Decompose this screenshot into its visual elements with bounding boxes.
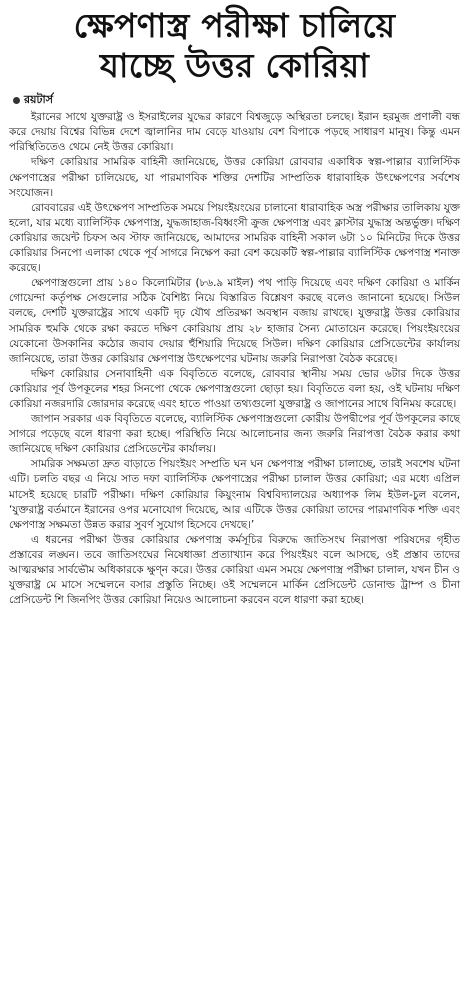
headline: [9, 6, 460, 85]
paragraph: দক্ষিণ কোরিয়ার সামরিক বাহিনী জানিয়েছে, উত্তর কোরিয়া রোববার একাধিক স্বল্প-পাল্লার ব্যালিস্টিক ক্ষেপণাস্ত্রের পরীক্ষা চালিয়েছে, যা পারমাণবিক শক্তির দেশটির সাম্প্রতিক ধারাবাহিক উৎক্ষেপণের সর্বশেষ সংযোজন।: [9, 156, 460, 199]
paragraph: এ ধরনের পরীক্ষা উত্তর কোরিয়ার ক্ষেপণাস্ত্র কর্মসূচির বিরুদ্ধে জাতিসংঘ নিরাপত্তা পরিষদের গৃহীত প্রস্তাবের লঙ্ঘন। তবে জাতিসংঘের নিষেধাজ্ঞা প্রত্যাখ্যান করে পিয়ংইয়ং বলে আসছে, ওই প্রস্তাব তাদের আত্মরক্ষার সার্বভৌম অধিকারকে ক্ষুণ্ন করে। উত্তর কোরিয়া এমন সময়ে ক্ষেপণাস্ত্র পরীক্ষা চালাল, যখন চীন ও যুক্তরাষ্ট্র মে মাসে সম্মেলনে বসার প্রস্তুতি নিচ্ছে। ওই সম্মেলনে মার্কিন প্রেসিডেন্ট ডোনাল্ড ট্রাম্প ও চীনা প্রেসিডেন্ট শি জিনপিং উত্তর কোরিয়া নিয়েও আলোচনা করবেন বলে ধারণা করা হচ্ছে।: [9, 533, 460, 607]
paragraph: রোববারের এই উৎক্ষেপণ সাম্প্রতিক সময়ে পিয়ংইয়ংয়ের চালানো ধারাবাহিক অস্ত্র পরীক্ষার তালিকায় যুক্ত হলো, যার মধ্যে ব্যালিস্টিক ক্ষেপণাস্ত্র, যুদ্ধজাহাজ-বিধ্বংসী ক্রুজ ক্ষেপণাস্ত্র এবং ক্লাস্টার যুদ্ধাস্ত্র অন্তর্ভুক্ত। দক্ষিণ কোরিয়ার জয়েন্ট চিফস অব স্টাফ জানিয়েছে, আমাদের সামরিক বাহিনী সকাল ৬টা ১০ মিনিটের দিকে উত্তর কোরিয়ার সিনপো এলাকা থেকে পূর্ব সাগরে নিক্ষেপ করা বেশ কয়েকটি স্বল্প-পাল্লার ব্যালিস্টিক ক্ষেপণাস্ত্র শনাক্ত করেছে।: [9, 201, 460, 275]
byline: [9, 93, 460, 108]
byline-source: রয়টার্স: [24, 93, 53, 107]
paragraph: জাপান সরকার এক বিবৃতিতে বলেছে, ব্যালিস্টিক ক্ষেপণাস্ত্রগুলো কোরীয় উপদ্বীপের পূর্ব উপকূলের কাছে সাগরে পড়েছে বলে ধারণা করা হচ্ছে। পরিস্থিতি নিয়ে আলোচনার জন্য জরুরি নিরাপত্তা বৈঠক করার কথা জানিয়েছে দক্ষিণ কোরিয়ার প্রেসিডেন্টের কার্যালয়।: [9, 413, 460, 456]
headline-line-2: যাচ্ছে উত্তর কোরিয়া: [99, 45, 370, 85]
article-body: [9, 110, 460, 608]
bullet-icon: [13, 97, 20, 104]
paragraph: দক্ষিণ কোরিয়ার সেনাবাহিনী এক বিবৃতিতে বলেছে, রোববার স্থানীয় সময় ভোর ৬টার দিকে উত্তর কোরিয়ার পূর্ব উপকূলের শহর সিনপো থেকে ক্ষেপণাস্ত্রগুলো ছোড়া হয়। বিবৃতিতে বলা হয়, ওই ঘটনায় দক্ষিণ কোরিয়া নজরদারি জোরদার করেছে এবং হাতে পাওয়া তথ্যগুলো যুক্তরাষ্ট্র ও জাপানের সাথে বিনিময় করেছে।: [9, 367, 460, 410]
paragraph: ইরানের সাথে যুক্তরাষ্ট্র ও ইসরাইলের যুদ্ধের কারণে বিশ্বজুড়ে অস্থিরতা চলছে। ইরান হরমুজ প্রণালী বন্ধ করে দেয়ায় বিশ্বের বিভিন্ন দেশে জ্বালানির দাম বেড়ে যাওয়ায় বেশ বিপাকে পড়ছে সাধারণ মানুষ। কিন্তু এমন পরিস্থিতিতেও থেমে নেই উত্তর কোরিয়া।: [9, 111, 460, 154]
paragraph: ক্ষেপণাস্ত্রগুলো প্রায় ১৪০ কিলোমিটার (৮৬.৯ মাইল) পথ পাড়ি দিয়েছে এবং দক্ষিণ কোরিয়া ও মার্কিন গোয়েন্দা কর্তৃপক্ষ সেগুলোর সঠিক বৈশিষ্ট্য নিয়ে বিস্তারিত বিশ্লেষণ করছে বলেও জানানো হয়েছে। সিউল বলছে, দেশটি যুক্তরাষ্ট্রের সাথে একটি দৃঢ় যৌথ প্রতিরক্ষা অবস্থান বজায় রাখছে। যুক্তরাষ্ট্র উত্তর কোরিয়ার সামরিক হুমকি থেকে রক্ষা করতে দক্ষিণ কোরিয়ায় প্রায় ২৮ হাজার সৈন্য মোতায়েন করেছে। পিয়ংইয়ংয়ের যেকোনো উসকানির কঠোর জবাব দেয়ার হুঁশিয়ারি দিয়েছে সিউল। দক্ষিণ কোরিয়ার প্রেসিডেন্টের কার্যালয় জানিয়েছে, তারা উত্তর কোরিয়ার ক্ষেপণাস্ত্র উৎক্ষেপণের ঘটনায় জরুরি নিরাপত্তা বৈঠক করেছে।: [9, 277, 460, 365]
paragraph: সামরিক সক্ষমতা দ্রুত বাড়াতে পিয়ংইয়ং সম্প্রতি ঘন ঘন ক্ষেপণাস্ত্র পরীক্ষা চালাচ্ছে, তারই সবশেষ ঘটনা এটি। চলতি বছর এ নিয়ে সাত দফা ব্যালিস্টিক ক্ষেপণাস্ত্রের পরীক্ষা চালাল উত্তর কোরিয়া; এর মধ্যে এপ্রিল মাসেই হয়েছে চারটি পরীক্ষা। দক্ষিণ কোরিয়ার কিয়ুংনাম বিশ্ববিদ্যালয়ের অধ্যাপক লিম ইউল-চুল বলেন, ‘যুক্তরাষ্ট্র বর্তমানে ইরানের ওপর মনোযোগ দিয়েছে, আর এটিকে উত্তর কোরিয়া তাদের পারমাণবিক শক্তি এবং ক্ষেপণাস্ত্র সক্ষমতা উন্নত করার সুবর্ণ সুযোগ হিসেবে দেখছে।’: [9, 458, 460, 531]
headline-line-1: ক্ষেপণাস্ত্র পরীক্ষা চালিয়ে: [73, 6, 396, 45]
